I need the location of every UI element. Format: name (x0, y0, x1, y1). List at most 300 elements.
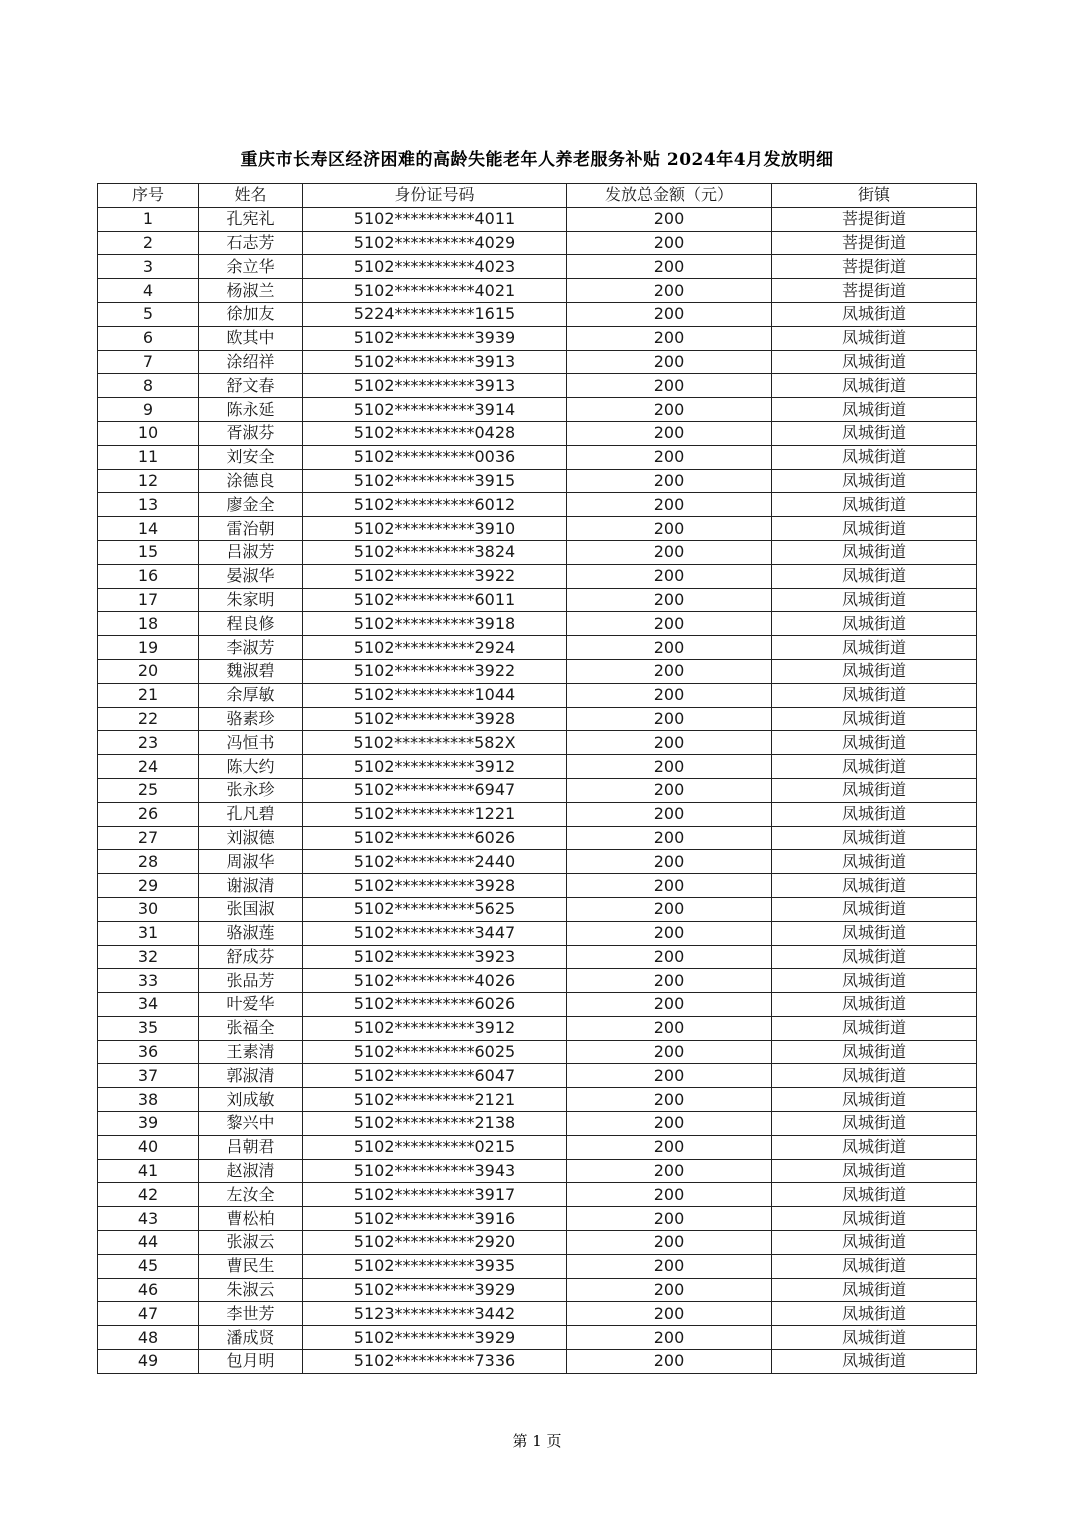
cell-id-number: 5102**********2924 (303, 636, 567, 660)
table-row (98, 255, 977, 279)
cell-name: 舒文春 (199, 374, 303, 398)
table-row (98, 921, 977, 945)
cell-id-number: 5102**********3923 (303, 945, 567, 969)
cell-amount: 200 (567, 636, 772, 660)
cell-id-number: 5102**********3922 (303, 659, 567, 683)
cell-amount: 200 (567, 1040, 772, 1064)
cell-amount: 200 (567, 469, 772, 493)
cell-index: 19 (98, 636, 199, 660)
table-row (98, 279, 977, 303)
cell-id-number: 5102**********3910 (303, 517, 567, 541)
cell-name: 张福全 (199, 1016, 303, 1040)
cell-name: 徐加友 (199, 302, 303, 326)
cell-amount: 200 (567, 1350, 772, 1374)
table-body (98, 207, 977, 1373)
cell-index: 32 (98, 945, 199, 969)
cell-name: 欧其中 (199, 326, 303, 350)
cell-amount: 200 (567, 755, 772, 779)
cell-subdistrict: 凤城街道 (772, 1231, 977, 1255)
cell-index: 28 (98, 850, 199, 874)
cell-index: 29 (98, 874, 199, 898)
subsidy-table (97, 183, 977, 1374)
cell-amount: 200 (567, 802, 772, 826)
cell-name: 刘成敏 (199, 1088, 303, 1112)
cell-index: 13 (98, 493, 199, 517)
cell-subdistrict: 凤城街道 (772, 517, 977, 541)
cell-name: 程良修 (199, 612, 303, 636)
cell-amount: 200 (567, 1183, 772, 1207)
cell-subdistrict: 凤城街道 (772, 1207, 977, 1231)
cell-amount: 200 (567, 1231, 772, 1255)
cell-amount: 200 (567, 231, 772, 255)
cell-subdistrict: 凤城街道 (772, 469, 977, 493)
cell-id-number: 5102**********3918 (303, 612, 567, 636)
cell-id-number: 5102**********3447 (303, 921, 567, 945)
cell-name: 余厚敏 (199, 683, 303, 707)
cell-subdistrict: 凤城街道 (772, 731, 977, 755)
cell-id-number: 5102**********0036 (303, 445, 567, 469)
cell-amount: 200 (567, 612, 772, 636)
cell-name: 曹松柏 (199, 1207, 303, 1231)
table-row (98, 1326, 977, 1350)
table-row (98, 993, 977, 1017)
table-row (98, 1040, 977, 1064)
cell-amount: 200 (567, 1064, 772, 1088)
cell-name: 张国淑 (199, 897, 303, 921)
cell-subdistrict: 凤城街道 (772, 374, 977, 398)
cell-name: 左汝全 (199, 1183, 303, 1207)
cell-subdistrict: 凤城街道 (772, 564, 977, 588)
table-row (98, 1231, 977, 1255)
cell-amount: 200 (567, 1135, 772, 1159)
cell-amount: 200 (567, 993, 772, 1017)
cell-name: 石志芳 (199, 231, 303, 255)
cell-id-number: 5102**********3915 (303, 469, 567, 493)
cell-amount: 200 (567, 945, 772, 969)
header-amount: 发放总金额（元） (567, 184, 772, 208)
cell-subdistrict: 凤城街道 (772, 1135, 977, 1159)
cell-name: 舒成芬 (199, 945, 303, 969)
cell-index: 39 (98, 1112, 199, 1136)
cell-amount: 200 (567, 564, 772, 588)
cell-id-number: 5102**********3912 (303, 1016, 567, 1040)
cell-name: 骆淑莲 (199, 921, 303, 945)
cell-index: 34 (98, 993, 199, 1017)
cell-id-number: 5102**********6947 (303, 778, 567, 802)
cell-index: 21 (98, 683, 199, 707)
cell-name: 包月明 (199, 1350, 303, 1374)
cell-amount: 200 (567, 1254, 772, 1278)
cell-id-number: 5102**********1221 (303, 802, 567, 826)
cell-id-number: 5102**********3928 (303, 874, 567, 898)
cell-name: 谢淑清 (199, 874, 303, 898)
table-row (98, 398, 977, 422)
cell-subdistrict: 凤城街道 (772, 1159, 977, 1183)
cell-name: 李淑芳 (199, 636, 303, 660)
cell-index: 25 (98, 778, 199, 802)
cell-name: 余立华 (199, 255, 303, 279)
table-row (98, 683, 977, 707)
cell-id-number: 5123**********3442 (303, 1302, 567, 1326)
cell-index: 16 (98, 564, 199, 588)
cell-subdistrict: 凤城街道 (772, 993, 977, 1017)
cell-index: 12 (98, 469, 199, 493)
table-row (98, 540, 977, 564)
cell-index: 41 (98, 1159, 199, 1183)
cell-id-number: 5102**********6025 (303, 1040, 567, 1064)
cell-amount: 200 (567, 588, 772, 612)
cell-amount: 200 (567, 493, 772, 517)
table-row (98, 826, 977, 850)
cell-index: 45 (98, 1254, 199, 1278)
header-subdistrict: 街镇 (772, 184, 977, 208)
cell-amount: 200 (567, 350, 772, 374)
cell-index: 43 (98, 1207, 199, 1231)
table-row (98, 1112, 977, 1136)
cell-index: 36 (98, 1040, 199, 1064)
cell-id-number: 5224**********1615 (303, 302, 567, 326)
cell-id-number: 5102**********3913 (303, 350, 567, 374)
cell-amount: 200 (567, 874, 772, 898)
cell-amount: 200 (567, 921, 772, 945)
cell-id-number: 5102**********3912 (303, 755, 567, 779)
cell-index: 10 (98, 421, 199, 445)
cell-id-number: 5102**********3935 (303, 1254, 567, 1278)
cell-name: 吕朝君 (199, 1135, 303, 1159)
cell-index: 27 (98, 826, 199, 850)
cell-id-number: 5102**********2138 (303, 1112, 567, 1136)
cell-subdistrict: 凤城街道 (772, 755, 977, 779)
cell-subdistrict: 凤城街道 (772, 588, 977, 612)
table-row (98, 564, 977, 588)
cell-amount: 200 (567, 707, 772, 731)
cell-index: 35 (98, 1016, 199, 1040)
table-row (98, 421, 977, 445)
cell-id-number: 5102**********3939 (303, 326, 567, 350)
table-row (98, 1159, 977, 1183)
cell-index: 8 (98, 374, 199, 398)
cell-index: 18 (98, 612, 199, 636)
cell-name: 杨淑兰 (199, 279, 303, 303)
cell-subdistrict: 凤城街道 (772, 945, 977, 969)
cell-index: 11 (98, 445, 199, 469)
cell-amount: 200 (567, 778, 772, 802)
cell-subdistrict: 凤城街道 (772, 350, 977, 374)
table-row (98, 636, 977, 660)
table-row (98, 469, 977, 493)
cell-index: 4 (98, 279, 199, 303)
cell-index: 5 (98, 302, 199, 326)
cell-amount: 200 (567, 1302, 772, 1326)
cell-subdistrict: 凤城街道 (772, 778, 977, 802)
table-row (98, 1350, 977, 1374)
cell-name: 骆素珍 (199, 707, 303, 731)
cell-amount: 200 (567, 517, 772, 541)
table-header-row (98, 184, 977, 208)
cell-amount: 200 (567, 302, 772, 326)
cell-subdistrict: 凤城街道 (772, 1064, 977, 1088)
table-row (98, 802, 977, 826)
cell-name: 廖金全 (199, 493, 303, 517)
cell-subdistrict: 凤城街道 (772, 1302, 977, 1326)
cell-index: 49 (98, 1350, 199, 1374)
table-row (98, 588, 977, 612)
cell-index: 15 (98, 540, 199, 564)
table-row (98, 1088, 977, 1112)
cell-amount: 200 (567, 326, 772, 350)
cell-id-number: 5102**********6012 (303, 493, 567, 517)
cell-subdistrict: 凤城街道 (772, 826, 977, 850)
cell-index: 23 (98, 731, 199, 755)
cell-id-number: 5102**********4011 (303, 207, 567, 231)
table-row (98, 231, 977, 255)
table-row (98, 1064, 977, 1088)
cell-subdistrict: 凤城街道 (772, 398, 977, 422)
cell-id-number: 5102**********0215 (303, 1135, 567, 1159)
cell-amount: 200 (567, 540, 772, 564)
cell-id-number: 5102**********3922 (303, 564, 567, 588)
table-row (98, 1302, 977, 1326)
cell-id-number: 5102**********3917 (303, 1183, 567, 1207)
cell-subdistrict: 凤城街道 (772, 421, 977, 445)
cell-index: 14 (98, 517, 199, 541)
cell-amount: 200 (567, 279, 772, 303)
cell-index: 44 (98, 1231, 199, 1255)
cell-id-number: 5102**********3916 (303, 1207, 567, 1231)
cell-name: 晏淑华 (199, 564, 303, 588)
cell-amount: 200 (567, 683, 772, 707)
cell-id-number: 5102**********6026 (303, 993, 567, 1017)
cell-amount: 200 (567, 1326, 772, 1350)
cell-index: 38 (98, 1088, 199, 1112)
cell-name: 李世芳 (199, 1302, 303, 1326)
cell-index: 42 (98, 1183, 199, 1207)
cell-amount: 200 (567, 1159, 772, 1183)
table-row (98, 326, 977, 350)
table-row (98, 350, 977, 374)
cell-name: 冯恒书 (199, 731, 303, 755)
table-row (98, 707, 977, 731)
cell-id-number: 5102**********2920 (303, 1231, 567, 1255)
cell-id-number: 5102**********4021 (303, 279, 567, 303)
table-row (98, 1207, 977, 1231)
cell-subdistrict: 菩提街道 (772, 255, 977, 279)
cell-subdistrict: 凤城街道 (772, 921, 977, 945)
cell-amount: 200 (567, 1207, 772, 1231)
cell-id-number: 5102**********3913 (303, 374, 567, 398)
cell-subdistrict: 凤城街道 (772, 1016, 977, 1040)
cell-subdistrict: 凤城街道 (772, 445, 977, 469)
table-row (98, 659, 977, 683)
cell-subdistrict: 凤城街道 (772, 850, 977, 874)
page-number: 第 1 页 (512, 1432, 562, 1450)
cell-id-number: 5102**********4029 (303, 231, 567, 255)
cell-subdistrict: 凤城街道 (772, 802, 977, 826)
table-row (98, 445, 977, 469)
cell-id-number: 5102**********6047 (303, 1064, 567, 1088)
cell-id-number: 5102**********3824 (303, 540, 567, 564)
cell-index: 37 (98, 1064, 199, 1088)
cell-subdistrict: 凤城街道 (772, 326, 977, 350)
table-row (98, 1016, 977, 1040)
cell-amount: 200 (567, 850, 772, 874)
table-row (98, 731, 977, 755)
cell-id-number: 5102**********4023 (303, 255, 567, 279)
cell-name: 陈永延 (199, 398, 303, 422)
cell-amount: 200 (567, 398, 772, 422)
cell-name: 曹民生 (199, 1254, 303, 1278)
cell-subdistrict: 凤城街道 (772, 1112, 977, 1136)
cell-subdistrict: 凤城街道 (772, 1350, 977, 1374)
cell-name: 孔宪礼 (199, 207, 303, 231)
cell-name: 赵淑清 (199, 1159, 303, 1183)
cell-subdistrict: 菩提街道 (772, 231, 977, 255)
cell-subdistrict: 凤城街道 (772, 683, 977, 707)
cell-index: 31 (98, 921, 199, 945)
cell-subdistrict: 菩提街道 (772, 279, 977, 303)
cell-id-number: 5102**********3914 (303, 398, 567, 422)
cell-index: 2 (98, 231, 199, 255)
table-row (98, 874, 977, 898)
cell-name: 张永珍 (199, 778, 303, 802)
cell-subdistrict: 凤城街道 (772, 612, 977, 636)
cell-amount: 200 (567, 969, 772, 993)
cell-id-number: 5102**********5625 (303, 897, 567, 921)
cell-name: 黎兴中 (199, 1112, 303, 1136)
table-row (98, 778, 977, 802)
table-row (98, 897, 977, 921)
cell-id-number: 5102**********582X (303, 731, 567, 755)
cell-name: 王素清 (199, 1040, 303, 1064)
header-name: 姓名 (199, 184, 303, 208)
cell-amount: 200 (567, 445, 772, 469)
cell-amount: 200 (567, 255, 772, 279)
cell-index: 48 (98, 1326, 199, 1350)
cell-index: 17 (98, 588, 199, 612)
cell-name: 张淑云 (199, 1231, 303, 1255)
cell-id-number: 5102**********2121 (303, 1088, 567, 1112)
cell-index: 40 (98, 1135, 199, 1159)
document-title: 重庆市长寿区经济困难的高龄失能老年人养老服务补贴 2024年4月发放明细 (240, 150, 834, 170)
table-row (98, 945, 977, 969)
cell-id-number: 5102**********3929 (303, 1326, 567, 1350)
table-row (98, 374, 977, 398)
cell-subdistrict: 凤城街道 (772, 897, 977, 921)
table-row (98, 517, 977, 541)
cell-name: 孔凡碧 (199, 802, 303, 826)
cell-index: 46 (98, 1278, 199, 1302)
cell-name: 张品芳 (199, 969, 303, 993)
cell-id-number: 5102**********7336 (303, 1350, 567, 1374)
table-row (98, 207, 977, 231)
cell-name: 雷治朝 (199, 517, 303, 541)
cell-subdistrict: 凤城街道 (772, 493, 977, 517)
cell-subdistrict: 凤城街道 (772, 302, 977, 326)
cell-id-number: 5102**********6011 (303, 588, 567, 612)
cell-index: 3 (98, 255, 199, 279)
cell-index: 24 (98, 755, 199, 779)
cell-amount: 200 (567, 659, 772, 683)
header-id-number: 身份证号码 (303, 184, 567, 208)
table-row (98, 1135, 977, 1159)
cell-subdistrict: 凤城街道 (772, 540, 977, 564)
cell-subdistrict: 凤城街道 (772, 636, 977, 660)
cell-name: 涂绍祥 (199, 350, 303, 374)
cell-name: 魏淑碧 (199, 659, 303, 683)
table-row (98, 850, 977, 874)
cell-amount: 200 (567, 1016, 772, 1040)
cell-index: 26 (98, 802, 199, 826)
cell-index: 7 (98, 350, 199, 374)
header-index: 序号 (98, 184, 199, 208)
cell-name: 周淑华 (199, 850, 303, 874)
cell-index: 9 (98, 398, 199, 422)
cell-id-number: 5102**********3929 (303, 1278, 567, 1302)
cell-amount: 200 (567, 1278, 772, 1302)
cell-subdistrict: 凤城街道 (772, 707, 977, 731)
cell-subdistrict: 凤城街道 (772, 1278, 977, 1302)
cell-id-number: 5102**********1044 (303, 683, 567, 707)
table-row (98, 1183, 977, 1207)
cell-name: 潘成贤 (199, 1326, 303, 1350)
table-row (98, 302, 977, 326)
cell-index: 6 (98, 326, 199, 350)
cell-name: 陈大约 (199, 755, 303, 779)
cell-amount: 200 (567, 421, 772, 445)
cell-subdistrict: 凤城街道 (772, 1088, 977, 1112)
table-row (98, 969, 977, 993)
cell-name: 刘安全 (199, 445, 303, 469)
cell-id-number: 5102**********2440 (303, 850, 567, 874)
cell-name: 叶爱华 (199, 993, 303, 1017)
cell-amount: 200 (567, 731, 772, 755)
cell-index: 20 (98, 659, 199, 683)
cell-amount: 200 (567, 897, 772, 921)
cell-subdistrict: 凤城街道 (772, 969, 977, 993)
cell-subdistrict: 凤城街道 (772, 1254, 977, 1278)
table-row (98, 755, 977, 779)
cell-id-number: 5102**********0428 (303, 421, 567, 445)
table-row (98, 612, 977, 636)
cell-name: 胥淑芬 (199, 421, 303, 445)
table-row (98, 493, 977, 517)
cell-name: 涂德良 (199, 469, 303, 493)
cell-index: 1 (98, 207, 199, 231)
cell-subdistrict: 凤城街道 (772, 659, 977, 683)
cell-name: 朱家明 (199, 588, 303, 612)
cell-name: 刘淑德 (199, 826, 303, 850)
cell-subdistrict: 凤城街道 (772, 1040, 977, 1064)
cell-index: 33 (98, 969, 199, 993)
cell-index: 47 (98, 1302, 199, 1326)
cell-id-number: 5102**********4026 (303, 969, 567, 993)
cell-index: 30 (98, 897, 199, 921)
cell-subdistrict: 凤城街道 (772, 1326, 977, 1350)
cell-amount: 200 (567, 1112, 772, 1136)
table-row (98, 1278, 977, 1302)
cell-amount: 200 (567, 374, 772, 398)
cell-id-number: 5102**********6026 (303, 826, 567, 850)
cell-name: 吕淑芳 (199, 540, 303, 564)
cell-subdistrict: 菩提街道 (772, 207, 977, 231)
cell-subdistrict: 凤城街道 (772, 1183, 977, 1207)
cell-name: 郭淑清 (199, 1064, 303, 1088)
cell-amount: 200 (567, 207, 772, 231)
cell-amount: 200 (567, 826, 772, 850)
cell-id-number: 5102**********3943 (303, 1159, 567, 1183)
cell-index: 22 (98, 707, 199, 731)
cell-name: 朱淑云 (199, 1278, 303, 1302)
